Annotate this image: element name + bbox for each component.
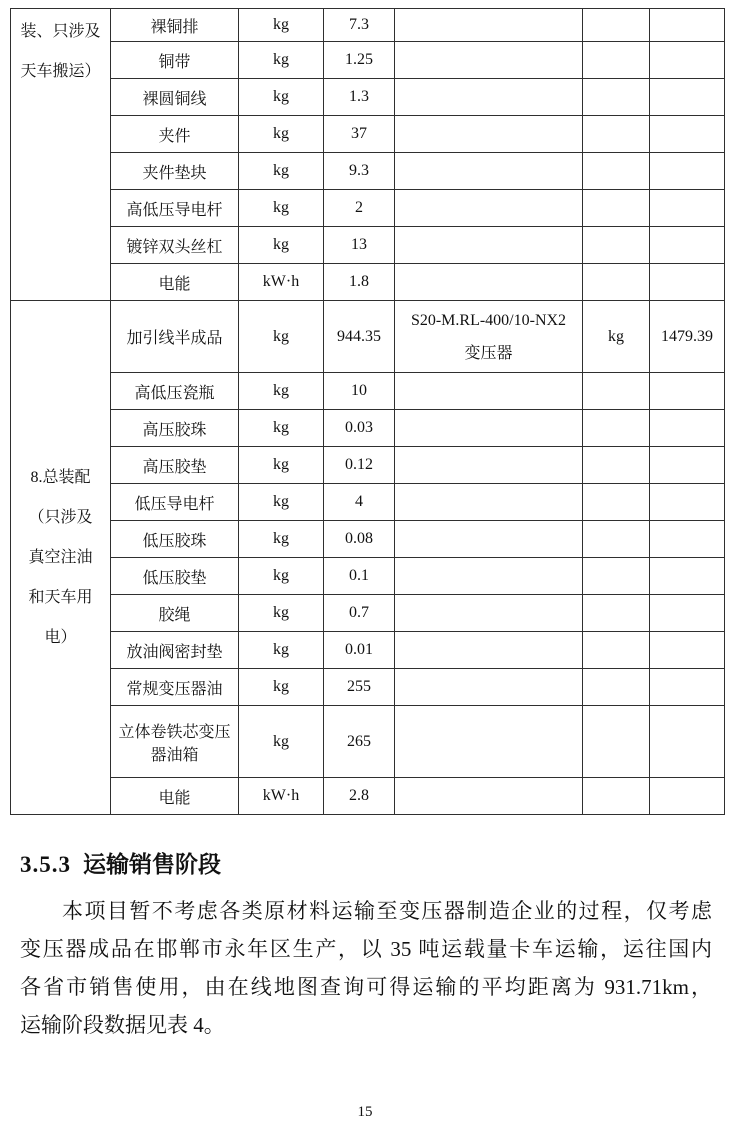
product-amount-cell bbox=[650, 264, 725, 301]
product-unit-cell bbox=[583, 373, 650, 410]
product-amount-cell bbox=[650, 706, 725, 778]
product-unit-cell bbox=[583, 227, 650, 264]
product-amount-cell bbox=[650, 153, 725, 190]
product-amount-cell bbox=[650, 42, 725, 79]
product-amount-cell bbox=[650, 373, 725, 410]
amount-cell: 37 bbox=[324, 116, 395, 153]
material-cell: 电能 bbox=[111, 778, 239, 815]
product-amount-cell bbox=[650, 410, 725, 447]
unit-cell: kg bbox=[239, 410, 324, 447]
product-amount-cell bbox=[650, 595, 725, 632]
table-row bbox=[11, 595, 725, 632]
amount-cell: 0.7 bbox=[324, 595, 395, 632]
material-cell: 夹件 bbox=[111, 116, 239, 153]
unit-cell: kg bbox=[239, 632, 324, 669]
product-cell bbox=[395, 632, 583, 669]
amount-cell: 4 bbox=[324, 484, 395, 521]
stage-line: 和天车用 bbox=[28, 588, 93, 606]
product-unit-cell bbox=[583, 116, 650, 153]
amount-cell: 9.3 bbox=[324, 153, 395, 190]
amount-cell: 255 bbox=[324, 669, 395, 706]
product-cell bbox=[395, 558, 583, 595]
unit-cell: kg bbox=[239, 227, 324, 264]
paragraph-line: 各省市销售使用，由在线地图查询可得运输的平均距离为 931.71km， bbox=[20, 975, 712, 999]
unit-cell: kg bbox=[239, 79, 324, 116]
product-unit-cell bbox=[583, 42, 650, 79]
amount-cell: 0.01 bbox=[324, 632, 395, 669]
section-heading bbox=[20, 846, 221, 879]
product-cell bbox=[395, 227, 583, 264]
table-row bbox=[11, 484, 725, 521]
unit-cell: kg bbox=[239, 373, 324, 410]
stage-cell bbox=[11, 301, 111, 815]
table-body bbox=[11, 9, 725, 815]
material-cell: 立体卷铁芯变压器油箱 bbox=[111, 706, 239, 778]
unit-cell: kg bbox=[239, 595, 324, 632]
product-unit-cell bbox=[583, 521, 650, 558]
unit-cell: kg bbox=[239, 521, 324, 558]
product-amount-cell bbox=[650, 116, 725, 153]
amount-cell: 1.8 bbox=[324, 264, 395, 301]
product-cell bbox=[395, 706, 583, 778]
material-cell: 夹件垫块 bbox=[111, 153, 239, 190]
product-unit-cell bbox=[583, 558, 650, 595]
table-row bbox=[11, 558, 725, 595]
product-amount-cell bbox=[650, 778, 725, 815]
product-cell bbox=[395, 42, 583, 79]
product-unit-cell bbox=[583, 410, 650, 447]
amount-cell: 944.35 bbox=[324, 301, 395, 373]
table-row bbox=[11, 190, 725, 227]
table-row bbox=[11, 9, 725, 42]
product-amount-cell bbox=[650, 447, 725, 484]
product-cell bbox=[395, 373, 583, 410]
amount-cell: 7.3 bbox=[324, 9, 395, 42]
amount-cell: 10 bbox=[324, 373, 395, 410]
product-amount-cell: 1479.39 bbox=[650, 301, 725, 373]
material-cell: 电能 bbox=[111, 264, 239, 301]
product-amount-cell bbox=[650, 669, 725, 706]
product-amount-cell bbox=[650, 79, 725, 116]
product-unit-cell bbox=[583, 706, 650, 778]
amount-cell: 2 bbox=[324, 190, 395, 227]
product-cell bbox=[395, 447, 583, 484]
product-amount-cell bbox=[650, 227, 725, 264]
product-line: S20-M.RL-400/10-NX2 bbox=[410, 311, 567, 329]
material-cell: 低压胶垫 bbox=[111, 558, 239, 595]
table-row bbox=[11, 79, 725, 116]
amount-cell: 2.8 bbox=[324, 778, 395, 815]
material-cell: 低压导电杆 bbox=[111, 484, 239, 521]
material-cell: 高压胶垫 bbox=[111, 447, 239, 484]
unit-cell: kg bbox=[239, 116, 324, 153]
product-cell bbox=[395, 410, 583, 447]
stage-line: 8.总装配 bbox=[30, 468, 91, 486]
product-cell bbox=[395, 595, 583, 632]
product-unit-cell bbox=[583, 264, 650, 301]
section-heading-title: 运输销售阶段 bbox=[83, 852, 221, 877]
material-cell: 胶绳 bbox=[111, 595, 239, 632]
material-cell: 低压胶珠 bbox=[111, 521, 239, 558]
product-amount-cell bbox=[650, 632, 725, 669]
product-amount-cell bbox=[650, 9, 725, 42]
product-unit-cell: kg bbox=[583, 301, 650, 373]
unit-cell: kW·h bbox=[239, 778, 324, 815]
product-amount-cell bbox=[650, 521, 725, 558]
table-row bbox=[11, 669, 725, 706]
stage-line: 电） bbox=[44, 628, 77, 646]
table-row bbox=[11, 264, 725, 301]
material-cell: 裸圆铜线 bbox=[111, 79, 239, 116]
material-cell: 加引线半成品 bbox=[111, 301, 239, 373]
amount-cell: 265 bbox=[324, 706, 395, 778]
product-cell bbox=[395, 778, 583, 815]
unit-cell: kg bbox=[239, 153, 324, 190]
material-cell: 高低压导电杆 bbox=[111, 190, 239, 227]
table-row bbox=[11, 301, 725, 373]
table-row bbox=[11, 521, 725, 558]
stage-line: （只涉及 bbox=[28, 508, 93, 526]
table-row bbox=[11, 116, 725, 153]
table-row bbox=[11, 227, 725, 264]
product-unit-cell bbox=[583, 447, 650, 484]
unit-cell: kg bbox=[239, 669, 324, 706]
stage-cell bbox=[11, 9, 111, 301]
paragraph-line: 变压器成品在邯郸市永年区生产，以 35 吨运载量卡车运输，运往国内 bbox=[20, 937, 712, 961]
product-unit-cell bbox=[583, 190, 650, 227]
product-cell bbox=[395, 153, 583, 190]
product-unit-cell bbox=[583, 595, 650, 632]
table-row bbox=[11, 706, 725, 778]
product-cell bbox=[395, 9, 583, 42]
unit-cell: kg bbox=[239, 42, 324, 79]
material-cell: 常规变压器油 bbox=[111, 669, 239, 706]
amount-cell: 0.1 bbox=[324, 558, 395, 595]
table-row bbox=[11, 447, 725, 484]
table-row bbox=[11, 373, 725, 410]
table-row bbox=[11, 632, 725, 669]
material-cell: 高低压瓷瓶 bbox=[111, 373, 239, 410]
amount-cell: 0.03 bbox=[324, 410, 395, 447]
table-row bbox=[11, 42, 725, 79]
product-amount-cell bbox=[650, 190, 725, 227]
amount-cell: 13 bbox=[324, 227, 395, 264]
product-line: 变压器 bbox=[464, 344, 513, 362]
paragraph-line: 运输阶段数据见表 4。 bbox=[20, 1013, 225, 1037]
product-unit-cell bbox=[583, 778, 650, 815]
product-cell bbox=[395, 521, 583, 558]
amount-cell: 0.12 bbox=[324, 447, 395, 484]
product-amount-cell bbox=[650, 484, 725, 521]
product-unit-cell bbox=[583, 632, 650, 669]
materials-table bbox=[10, 8, 725, 815]
product-cell bbox=[395, 79, 583, 116]
table-row bbox=[11, 410, 725, 447]
product-cell bbox=[395, 264, 583, 301]
table-row bbox=[11, 153, 725, 190]
product-unit-cell bbox=[583, 669, 650, 706]
product-unit-cell bbox=[583, 484, 650, 521]
material-cell: 高压胶珠 bbox=[111, 410, 239, 447]
table-row bbox=[11, 778, 725, 815]
unit-cell: kW·h bbox=[239, 264, 324, 301]
material-cell: 裸铜排 bbox=[111, 9, 239, 42]
stage-line: 装、只涉及 bbox=[20, 23, 101, 40]
stage-line: 真空注油 bbox=[28, 548, 93, 566]
product-amount-cell bbox=[650, 558, 725, 595]
stage-line: 天车搬运） bbox=[20, 63, 101, 80]
unit-cell: kg bbox=[239, 484, 324, 521]
unit-cell: kg bbox=[239, 301, 324, 373]
unit-cell: kg bbox=[239, 706, 324, 778]
product-unit-cell bbox=[583, 153, 650, 190]
product-cell bbox=[395, 116, 583, 153]
material-cell: 放油阀密封垫 bbox=[111, 632, 239, 669]
product-cell bbox=[395, 190, 583, 227]
material-cell: 镀锌双头丝杠 bbox=[111, 227, 239, 264]
amount-cell: 1.3 bbox=[324, 79, 395, 116]
unit-cell: kg bbox=[239, 447, 324, 484]
section-heading-number: 3.5.3 bbox=[20, 852, 71, 877]
unit-cell: kg bbox=[239, 9, 324, 42]
material-cell: 铜带 bbox=[111, 42, 239, 79]
body-paragraph bbox=[20, 892, 712, 1044]
unit-cell: kg bbox=[239, 190, 324, 227]
product-cell bbox=[395, 484, 583, 521]
amount-cell: 0.08 bbox=[324, 521, 395, 558]
product-cell bbox=[395, 669, 583, 706]
paragraph-line: 本项目暂不考虑各类原材料运输至变压器制造企业的过程，仅考虑 bbox=[62, 899, 712, 923]
product-unit-cell bbox=[583, 9, 650, 42]
unit-cell: kg bbox=[239, 558, 324, 595]
page-number: 15 bbox=[357, 1104, 373, 1120]
amount-cell: 1.25 bbox=[324, 42, 395, 79]
product-unit-cell bbox=[583, 79, 650, 116]
product-cell bbox=[395, 301, 583, 373]
